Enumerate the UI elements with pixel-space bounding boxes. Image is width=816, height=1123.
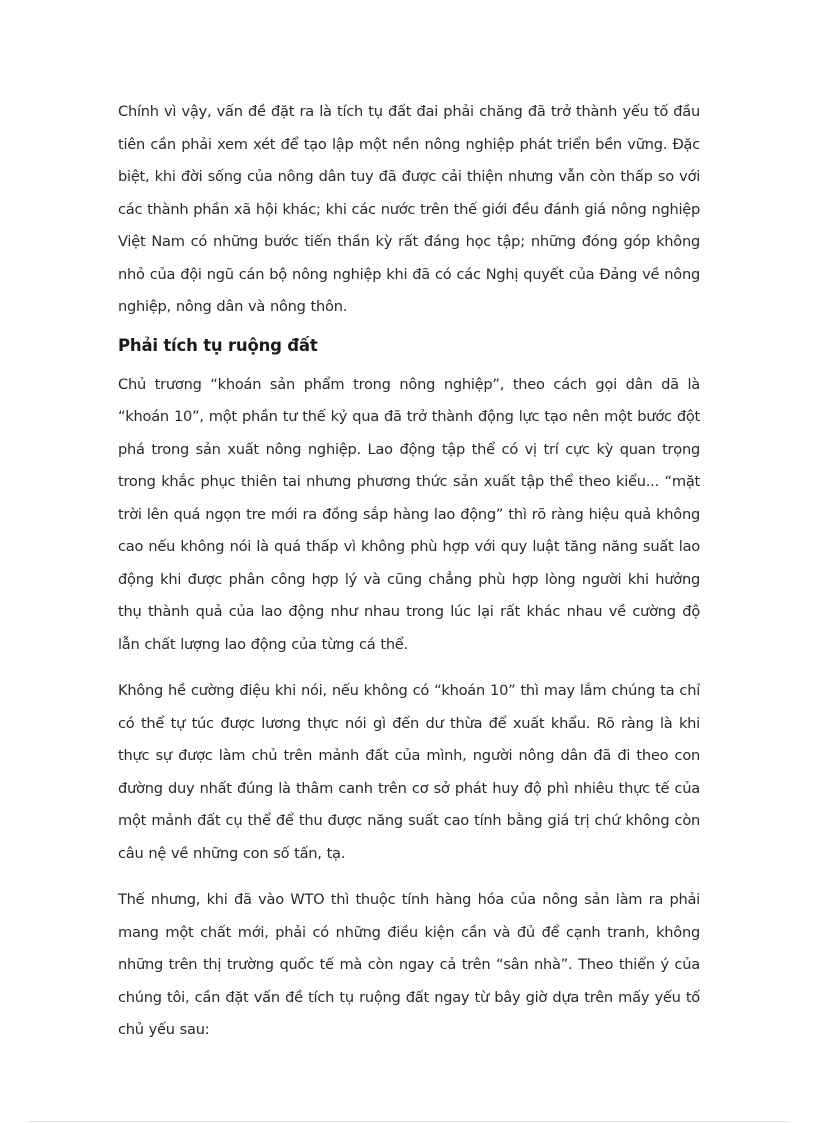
body-paragraph: Thế nhưng, khi đã vào WTO thì thuộc tính hàng hóa của nông sản làm ra phải mang một chất mới, phải có những điều kiện cần và đủ để cạnh tranh, không những trên thị trường quốc tế mà còn ngay cả trên “sân nhà”. Theo thiển ý của chúng tôi, cần đặt vấn đề tích tụ ruộng đất ngay từ bây giờ dựa trên mấy yếu tố chủ yếu sau: — [118, 891, 700, 1038]
page-bottom-border — [28, 1121, 788, 1122]
body-paragraph: Không hề cường điệu khi nói, nếu không có “khoán 10” thì may lắm chúng ta chỉ có thể tự túc được lương thực nói gì đến dư thừa để xuất khẩu. Rõ ràng là khi thực sự được làm chủ trên mảnh đất của mình, người nông dân đã đi theo con đường duy nhất đúng là thâm canh trên cơ sở phát huy độ phì nhiêu thực tế của một mảnh đất cụ thể để thu được năng suất cao tính bằng giá trị chứ không còn câu nệ về những con số tấn, tạ. — [118, 682, 700, 862]
section-heading: Phải tích tụ ruộng đất — [118, 335, 318, 355]
body-paragraph: Chính vì vậy, vấn đề đặt ra là tích tụ đất đai phải chăng đã trở thành yếu tố đầu tiên cần phải xem xét để tạo lập một nền nông nghiệp phát triển bền vững. Đặc biệt, khi đời sống của nông dân tuy đã được cải thiện nhưng vẫn còn thấp so với các thành phần xã hội khác; khi các nước trên thế giới đều đánh giá nông nghiệp Việt Nam có những bước tiến thần kỳ rất đáng học tập; những đóng góp không nhỏ của đội ngũ cán bộ nông nghiệp khi đã có các Nghị quyết của Đảng về nông nghiệp, nông dân và nông thôn. — [118, 103, 700, 315]
body-paragraph: Chủ trương “khoán sản phẩm trong nông nghiệp”, theo cách gọi dân dã là “khoán 10”, một phần tư thế kỷ qua đã trở thành động lực tạo nên một bước đột phá trong sản xuất nông nghiệp. Lao động tập thể có vị trí cực kỳ quan trọng trong khắc phục thiên tai nhưng phương thức sản xuất tập thể theo kiểu... “mặt trời lên quá ngọn tre mới ra đồng sắp hàng lao động” thì rõ ràng hiệu quả không cao nếu không nói là quá thấp vì không phù hợp với quy luật tăng năng suất lao động khi được phân công hợp lý và cũng chẳng phù hợp lòng người khi hưởng thụ thành quả của lao động như nhau trong lúc lại rất khác nhau về cường độ lẫn chất lượng lao động của từng cá thể. — [118, 375, 700, 653]
document-page — [118, 96, 700, 1047]
